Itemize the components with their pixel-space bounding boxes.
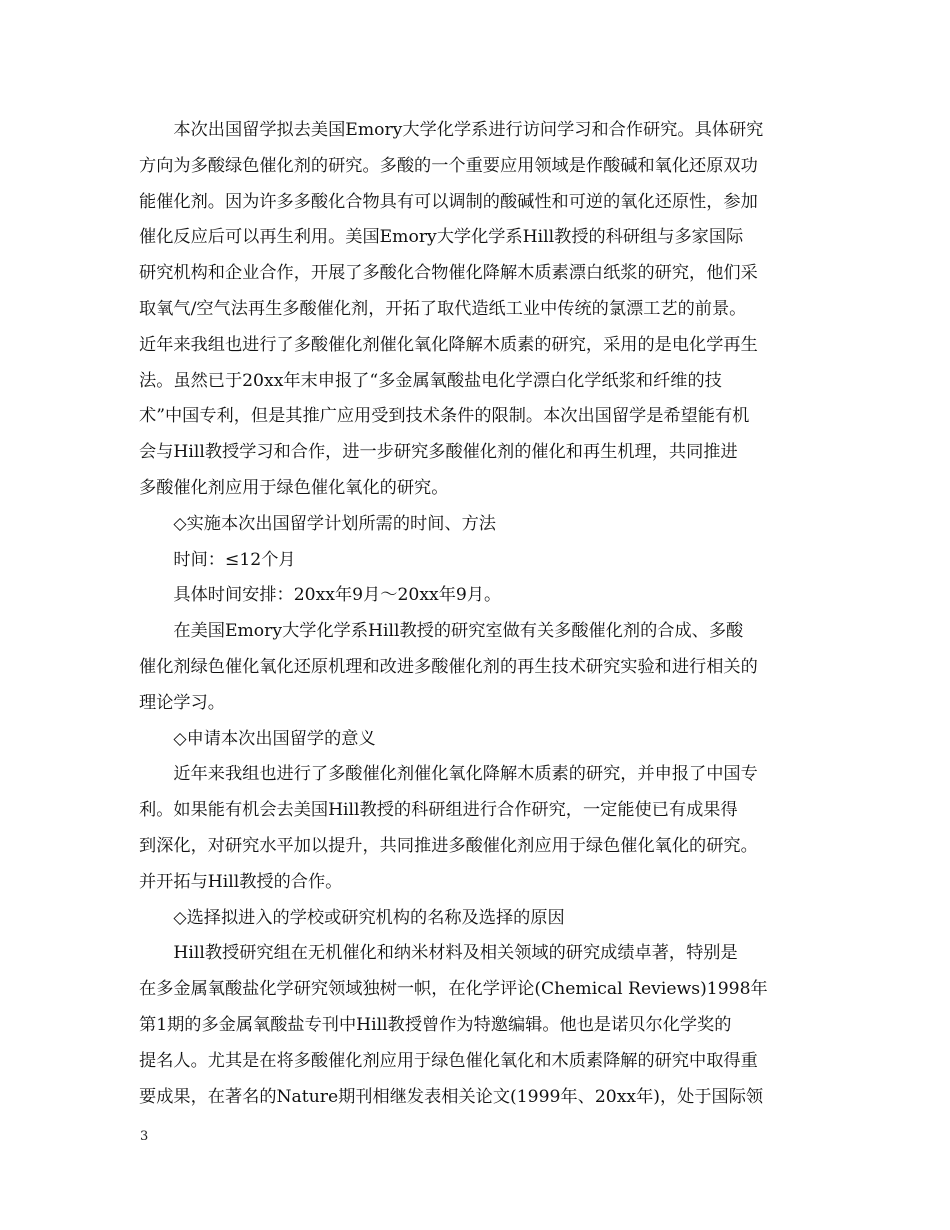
- text-line: 多酸催化剂应用于绿色催化氧化的研究。: [139, 477, 449, 498]
- text-line: 本次出国留学拟去美国Emory大学化学系进行访问学习和合作研究。具体研究: [173, 120, 764, 140]
- text-line: 会与Hill教授学习和合作，进一步研究多酸催化剂的催化和再生机理，共同推进: [139, 442, 738, 463]
- text-line: 利。如果能有机会去美国Hill教授的科研组进行合作研究，一定能使已有成果得: [139, 800, 738, 821]
- text-line: 并开拓与Hill教授的合作。: [139, 871, 343, 892]
- paragraph: [139, 722, 817, 758]
- text-line: 时间：≤12个月: [173, 549, 296, 570]
- text-line: 具体时间安排：20xx年9月～20xx年9月。: [173, 585, 502, 606]
- text-line: 近年来我组也进行了多酸催化剂催化氧化降解木质素的研究，并申报了中国专: [173, 764, 758, 785]
- text-line: 催化反应后可以再生利用。美国Emory大学化学系Hill教授的科研组与多家国际: [139, 227, 744, 248]
- page-number: 3: [140, 1129, 149, 1144]
- text-line: 理论学习。: [139, 692, 225, 713]
- text-line: Hill教授研究组在无机催化和纳米材料及相关领域的研究成绩卓著，特别是: [173, 943, 738, 964]
- paragraph: [139, 901, 817, 937]
- text-line: 能催化剂。因为许多多酸化合物具有可以调制的酸碱性和可逆的氧化还原性，参加: [139, 191, 758, 212]
- paragraph: [139, 543, 817, 579]
- paragraph: [139, 936, 817, 1115]
- text-line: 在美国Emory大学化学系Hill教授的研究室做有关多酸催化剂的合成、多酸: [173, 621, 744, 642]
- text-line: 取氧气/空气法再生多酸催化剂，开拓了取代造纸工业中传统的氯漂工艺的前景。: [139, 298, 747, 319]
- paragraph: [139, 614, 817, 721]
- paragraph: [139, 757, 817, 900]
- text-line: 催化剂绿色催化氧化还原机理和改进多酸催化剂的再生技术研究实验和进行相关的: [139, 656, 758, 677]
- text-line: 要成果，在著名的Nature期刊相继发表相关论文(1999年、20xx年)，处于国际领: [139, 1086, 764, 1107]
- text-line: 到深化，对研究水平加以提升，共同推进多酸催化剂应用于绿色催化氧化的研究。: [139, 835, 758, 856]
- text-line: ◇实施本次出国留学计划所需的时间、方法: [173, 513, 496, 534]
- text-line: 提名人。尤其是在将多酸催化剂应用于绿色催化氧化和木质素降解的研究中取得重: [139, 1050, 758, 1071]
- text-line: ◇选择拟进入的学校或研究机构的名称及选择的原因: [173, 907, 565, 928]
- text-line: 法。虽然已于20xx年末申报了“多金属氧酸盐电化学漂白化学纸浆和纤维的技: [139, 370, 722, 391]
- paragraph: [139, 578, 817, 614]
- text-line: 第1期的多金属氧酸盐专刊中Hill教授曾作为特邀编辑。他也是诺贝尔化学奖的: [139, 1014, 732, 1035]
- document-body: [139, 113, 817, 1115]
- text-line: 术”中国专利，但是其推广应用受到技术条件的限制。本次出国留学是希望能有机: [139, 406, 750, 427]
- paragraph: [139, 113, 817, 507]
- text-line: 在多金属氧酸盐化学研究领域独树一帜，在化学评论(Chemical Reviews)1998年: [139, 979, 768, 1000]
- text-line: 研究机构和企业合作，开展了多酸化合物催化降解木质素漂白纸浆的研究，他们采: [139, 263, 758, 284]
- text-line: 方向为多酸绿色催化剂的研究。多酸的一个重要应用领域是作酸碱和氧化还原双功: [139, 155, 758, 176]
- paragraph: [139, 507, 817, 543]
- text-line: 近年来我组也进行了多酸催化剂催化氧化降解木质素的研究，采用的是电化学再生: [139, 334, 758, 355]
- text-line: ◇申请本次出国留学的意义: [173, 728, 376, 749]
